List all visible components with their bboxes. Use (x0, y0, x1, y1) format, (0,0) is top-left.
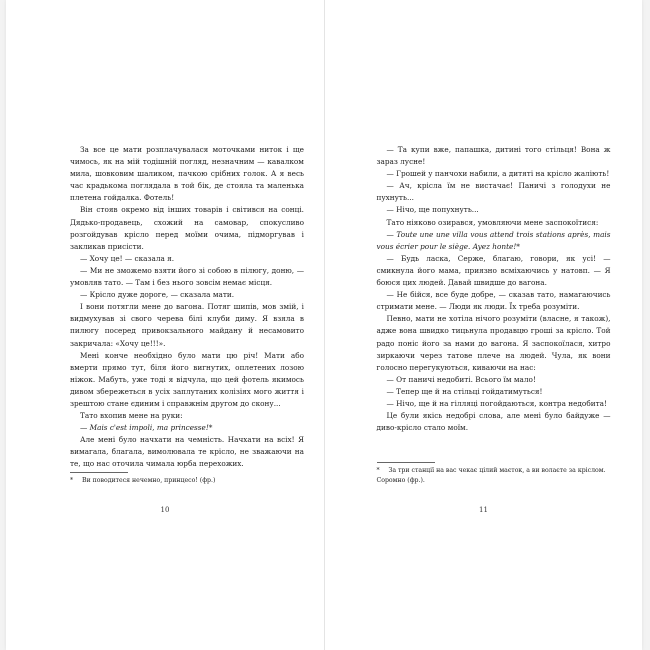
left-footnote-mark: * (70, 477, 74, 484)
paragraph: Це були якісь недобрі слова, але мені було байдуже — диво-крісло стало моїм. (376, 411, 611, 433)
paragraph: — От паничі недобиті. Всього їм мало! (386, 374, 536, 384)
paragraph: Але мені було начхати на чемність. Начхати на всіх! Я вимагала, благала, вимолювала те крісло, не зважаючи на те, що нас оточила чимала юрба перехожих. (70, 435, 304, 469)
right-footnote-text: За три станції на вас чекає цілий маєток, а ви волаєте за кріслом. Соромно (фр.). (376, 467, 606, 484)
paragraph: — Тепер ще й на стільці гойдатимуться! (386, 386, 543, 396)
left-footnote-rule (70, 472, 128, 473)
paragraph: — Не бійся, все буде добре, — сказав тато, намагаючись стримати мене. — Люди як люди. Їх треба розуміти. (376, 290, 611, 312)
left-page-text (70, 144, 304, 471)
right-footnote-mark: * (376, 467, 380, 474)
paragraph: — Ми не зможемо взяти його зі собою в пілюгу, доню, — умовляв тато. — Там і без нього зовсім немає місця. (70, 265, 304, 288)
paragraph: І вони потягли мене до вагона. Потяг шипів, мов змій, і видмухував зі свого черева білі клуби диму. Я взяла в пилюгу посеред привокзального майдану й несамовито закричала: «Хочу це!!!». (70, 302, 304, 348)
paragraph: Тато ніяково озирався, умовляючи мене заспокоїтися: (386, 217, 599, 227)
left-page-number: 10 (160, 506, 170, 514)
paragraph: Він стояв окремо від інших товарів і світився на сонці. Дядько-продавець, схожий на самовар, спокусливо розгойдував крісло перед моїми очима, підморгував і закликав присісти. (70, 205, 304, 251)
paragraph: — Mais c'est impoli, ma princesse!* (80, 423, 213, 433)
right-page-text (377, 144, 611, 434)
right-page (325, 0, 643, 650)
paragraph: — Крісло дуже дороге, — сказала мати. (80, 290, 235, 300)
left-page (6, 0, 325, 650)
paragraph: — Нічо, ще попухнуть... (386, 205, 479, 215)
paragraph: — Toute une une villa vous attend trois stations après, mais vous écrier pour le siège. Ayez honte!* (376, 229, 611, 251)
paragraph: — Нічо, ще й на гілляці погойдаються, контра недобита! (386, 398, 607, 408)
paragraph: — Будь ласка, Серже, благаю, говори, як усі! — смикнула його мама, приязно всміхаючись у натовп. — Я боюся цих людей. Давай швидше до вагона. (376, 253, 611, 288)
left-footnote-text: Ви поводитеся нечемно, принцесо! (фр.) (82, 477, 216, 484)
paragraph: — Грошей у панчохи набили, а дитяті на крісло жаліють! (386, 169, 610, 179)
left-footnote (70, 476, 304, 486)
book-spread (6, 0, 642, 650)
paragraph: Певно, мати не хотіла нічого розуміти (власне, я також), адже вона швидко тицьнула продавцю гроші за крісло. Той радо поніс його за нами до вагона. Я заспокоїлася, хитро зиркаючи через татове плече на людей. Чула, як вони голосно перегукуються, киваючи на нас: (376, 314, 611, 372)
right-footnote-rule (377, 462, 435, 463)
paragraph: — Хочу це! — сказала я. (80, 253, 175, 263)
right-page-number: 11 (479, 506, 488, 514)
paragraph: За все це мати розплачувалася моточками ниток і ще чимось, як на мій тодішній погляд, незначним — кавалком мила, шовковим шаликом, пачкою срібних голок. А я весь час крадькома поглядала в той бік, де стояла та маленька плетена гойдалка. Фотель! (70, 145, 304, 203)
paragraph: Тато вхопив мене на руки: (80, 411, 183, 421)
paragraph: — Ач, крісла їм не вистачає! Паничі з голодухи не пухнуть... (376, 181, 611, 203)
paragraph: — Та купи вже, папашка, дитині того стільця! Вона ж зараз лусне! (376, 145, 611, 167)
right-footnote (377, 466, 611, 486)
paragraph: Мені конче необхідно було мати цю річ! Мати або вмерти прямо тут, біля його вигнутих, оплетених лозою ніжок. Мабуть, уже тоді я відчула, що цей фотель якимось дивом збережеться в усіх заплутаних колізіях мого життя і зрештою стане єдиним і справжнім другом до скону... (70, 350, 304, 408)
